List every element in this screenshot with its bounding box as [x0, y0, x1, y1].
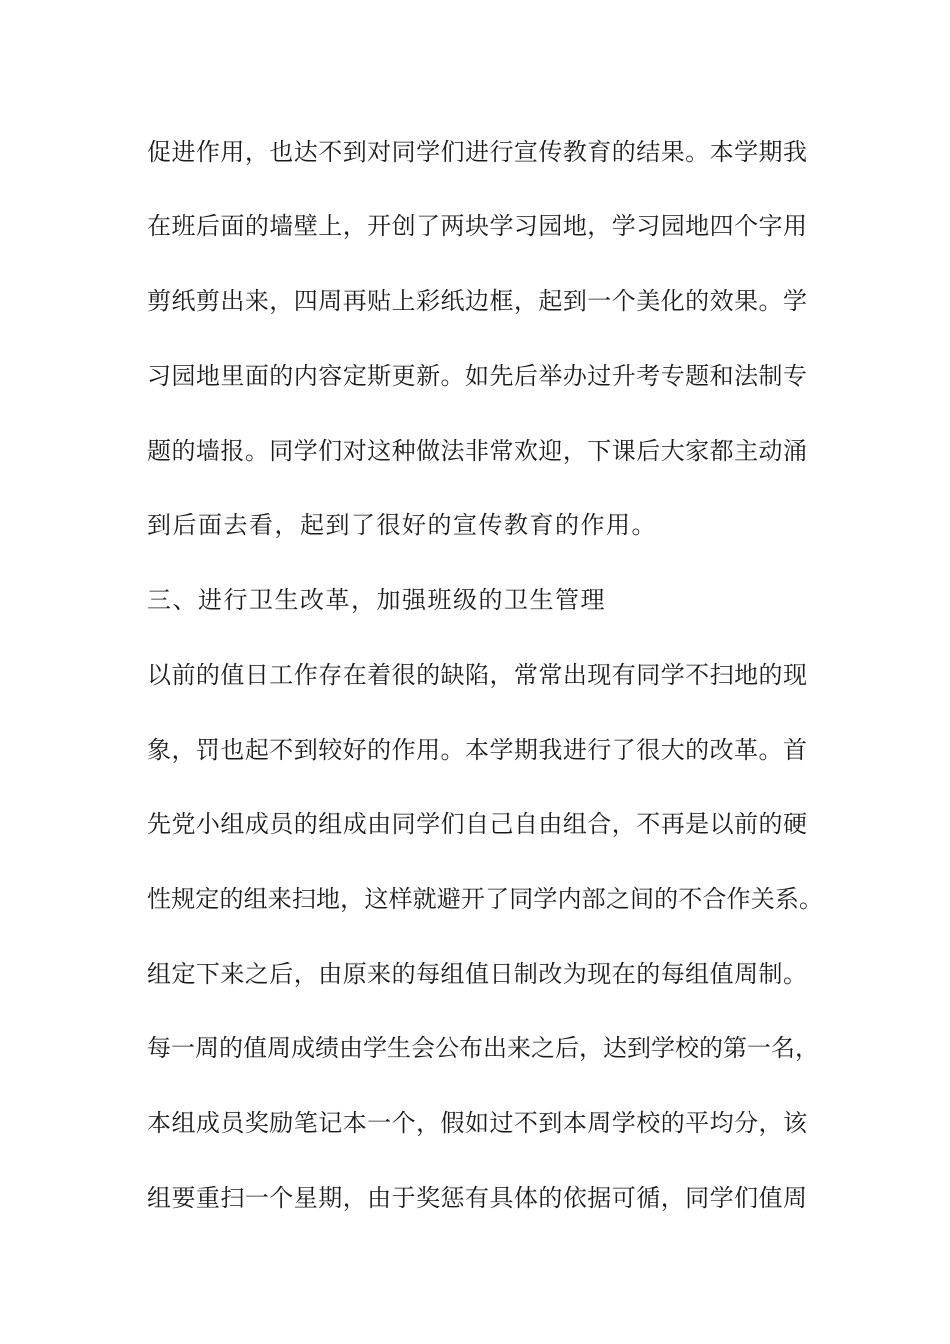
paragraph-line: 性规定的组来扫地，这样就避开了同学内部之间的不合作关系。: [147, 885, 823, 913]
paragraph-line: 以前的值日工作存在着很的缺陷，常常出现有同学不扫地的现: [147, 661, 807, 689]
paragraph-line: 先党小组成员的组成由同学们自己自由组合，不再是以前的硬: [147, 810, 807, 838]
paragraph-line: 习园地里面的内容定斯更新。如先后举办过升考专题和法制专: [147, 362, 807, 390]
paragraph-line: 到后面去看，起到了很好的宣传教育的作用。: [147, 511, 657, 539]
paragraph-line: 在班后面的墙壁上，开创了两块学习园地，学习园地四个字用: [147, 212, 807, 240]
paragraph-line: 题的墙报。同学们对这种做法非常欢迎，下课后大家都主动涌: [147, 437, 807, 465]
paragraph-line: 每一周的值周成绩由学生会公布出来之后，达到学校的第一名，: [147, 1034, 819, 1062]
paragraph-line: 组要重扫一个星期，由于奖惩有具体的依据可循，同学们值周: [147, 1184, 807, 1212]
paragraph-line: 组定下来之后，由原来的每组值日制改为现在的每组值周制。: [147, 960, 807, 988]
paragraph-line: 促进作用，也达不到对同学们进行宣传教育的结果。本学期我: [147, 138, 807, 166]
paragraph-line: 象，罚也起不到较好的作用。本学期我进行了很大的改革。首: [147, 736, 807, 764]
paragraph-line: 剪纸剪出来，四周再贴上彩纸边框，起到一个美化的效果。学: [147, 287, 807, 315]
paragraph-line: 本组成员奖励笔记本一个，假如过不到本周学校的平均分，该: [147, 1109, 807, 1137]
section-heading: 三、进行卫生改革，加强班级的卫生管理: [147, 586, 606, 614]
